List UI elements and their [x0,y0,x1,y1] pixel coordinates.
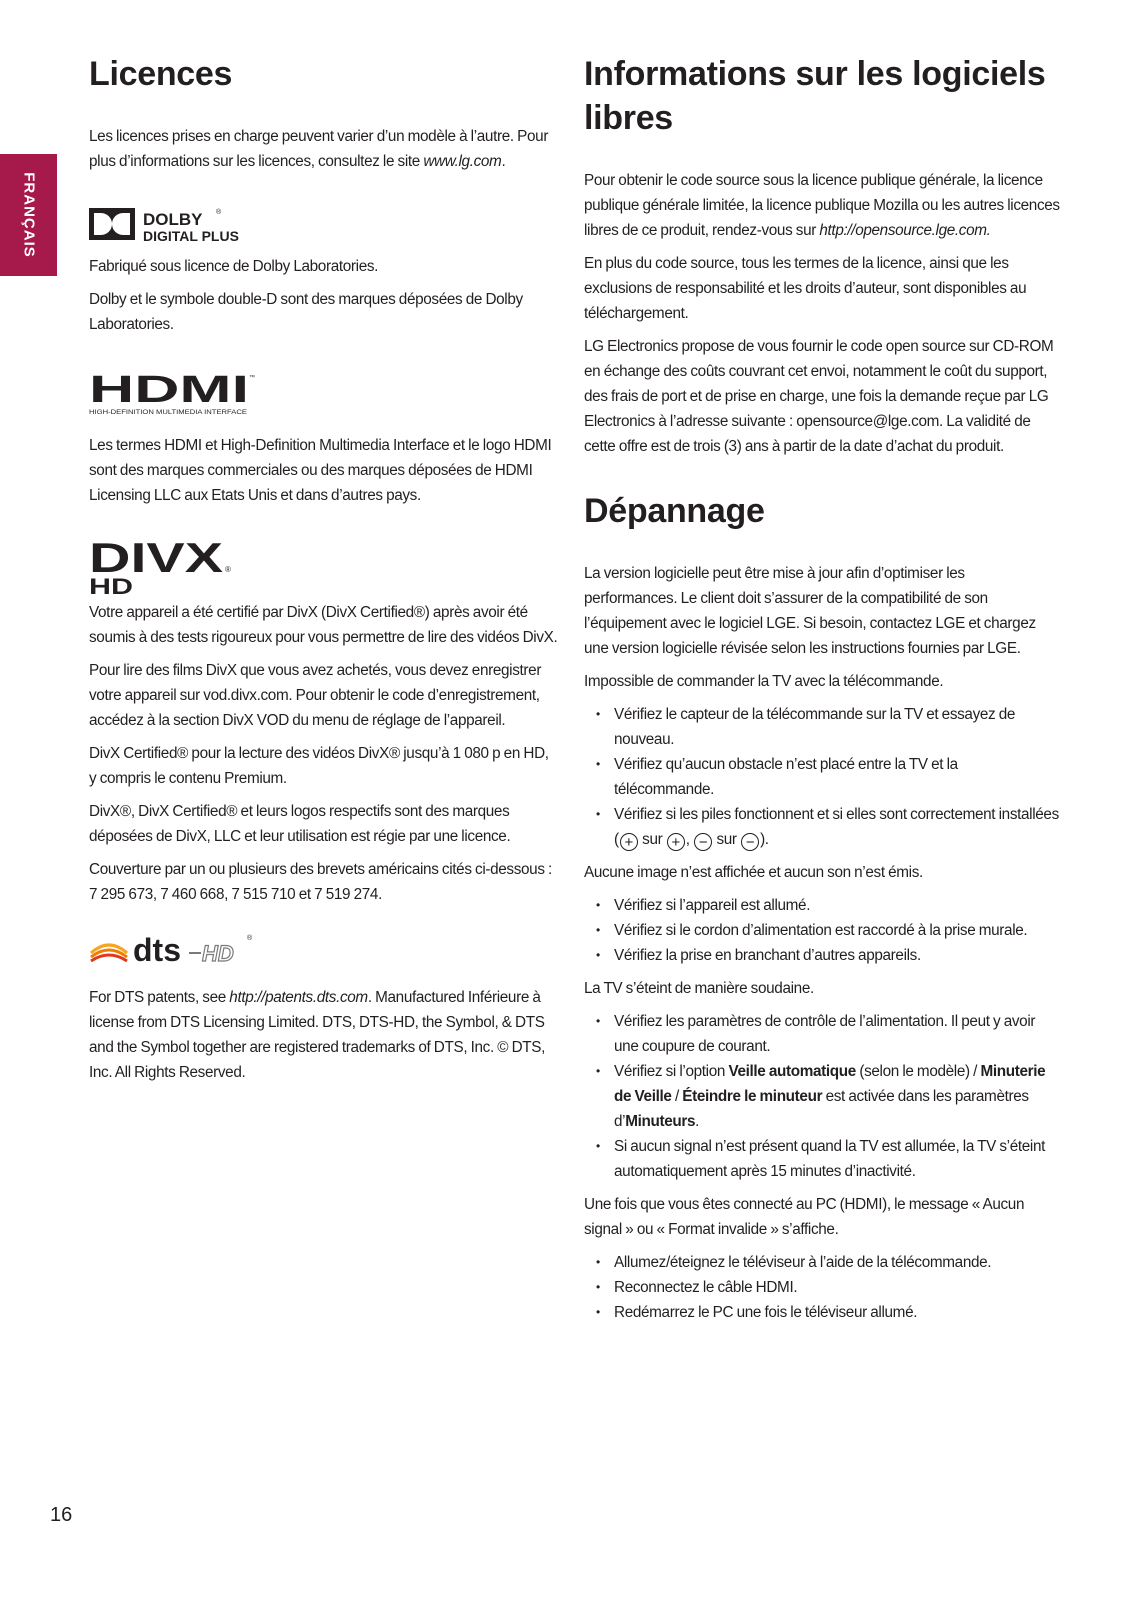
issue-pc-signal: Une fois que vous êtes connecté au PC (HDMI), le message « Aucun signal » ou « Format invalide » s’affiche. [584,1196,1025,1238]
page-number: 16 [50,1504,73,1526]
licences-intro: Les licences prises en charge peuvent varier d’un modèle à l’autre. Pour plus d’informations sur les licences, consultez le site www.lg.com. [89,128,549,170]
lg-link[interactable]: www.lg.com [423,153,502,170]
language-tab-label: FRANÇAIS [20,172,37,258]
list-item: • Vérifiez les paramètres de contrôle de l’alimentation. Il peut y avoir une coupure de courant. [584,1009,1060,1059]
issue-pc-signal-list [584,1250,1060,1325]
dts-patents-link[interactable]: http://patents.dts.com [229,989,368,1006]
issue-no-picture-list [584,893,1060,968]
list-item: • Vérifiez si l’appareil est allumé. [584,893,1060,918]
list-item: • Vérifiez si le cordon d’alimentation est raccordé à la prise murale. [584,918,1060,943]
list-item: • Vérifiez si les piles fonctionnent et si elles sont correctement installées ( + sur + , − sur − ). [584,802,1060,852]
oss-text-3: LG Electronics propose de vous fournir le code open source sur CD-ROM en échange des coûts couvrant cet envoi, notamment le coût du support, des frais de port et de prise en charge, une fois la demande reçue par LG Electronics à l’adresse suivante : opensource@lge.com. La validité de cette offre est de trois (3) ans à partir de la date d’achat du produit. [584,338,1054,455]
hdmi-text: Les termes HDMI et High-Definition Multimedia Interface et le logo HDMI sont des marques commerciales ou des marques déposées de HDMI Licensing LLC aux Etats Unis et dans d’autres pays. [89,437,552,504]
hdmi-word: HDMI [89,373,249,411]
list-item: • Vérifiez le capteur de la télécommande sur la TV et essayez de nouveau. [584,702,1060,752]
svg-text:®: ® [216,209,222,216]
minus-circle-icon: − [741,833,759,851]
oss-text-1: Pour obtenir le code source sous la licence publique générale, la licence publique générale limitée, la licence publique Mozilla ou les autres licences libres de ce produit, rendez-vous sur http://opensource.lge.com. [584,172,1060,239]
issue-turns-off: La TV s’éteint de manière soudaine. [584,980,814,997]
list-item: • Si aucun signal n’est présent quand la TV est allumée, la TV s’éteint automatiquement après 15 minutes d’inactivité. [584,1134,1060,1184]
minus-circle-icon: − [694,833,712,851]
troubleshooting-title: Dépannage [584,492,765,530]
list-item: • Reconnectez le câble HDMI. [584,1275,1060,1300]
dts-hd: HD [202,941,234,966]
dolby-sub: DIGITAL PLUS [143,228,239,244]
issue-remote-list [584,702,1060,852]
plus-circle-icon: + [667,833,685,851]
divx-hd: HD [89,574,133,596]
licences-title: Licences [89,55,233,93]
open-source-title: Informations sur les logiciels libres [584,55,1046,137]
divx-word: DIVX [89,536,223,581]
hdmi-logo [89,373,259,417]
list-item: • Vérifiez si l’option Veille automatique (selon le modèle) / Minuterie de Veille / Éteindre le minuteur est activée dans les paramètres d’Minuteurs. [584,1059,1060,1134]
list-item: • Vérifiez qu’aucun obstacle n’est placé entre la TV et la télécommande. [584,752,1060,802]
plus-circle-icon: + [620,833,638,851]
divx-text-5: Couverture par un ou plusieurs des brevets américains cités ci-dessous : 7 295 673, 7 460 668, 7 515 710 et 7 519 274. [89,861,552,903]
oss-text-2: En plus du code source, tous les termes de la licence, ainsi que les exclusions de responsabilité et les droits d’auteur, sont disponibles au téléchargement. [584,255,1027,322]
licences-column [89,52,559,1093]
svg-text:®: ® [247,935,253,942]
issue-no-picture: Aucune image n’est affichée et aucun son n’est émis. [584,864,923,881]
dts-text: For DTS patents, see http://patents.dts.com. Manufactured Inférieure à license from DTS Licensing Limited. DTS, DTS-HD, the Symbol, & DTS and the Symbol together are registered trademarks of DTS, Inc. © DTS, Inc. All Rights Reserved. [89,989,546,1081]
divx-text-1: Votre appareil a été certifié par DivX (DivX Certified®) après avoir été soumis à des tests rigoureux pour vous permettre de lire des vidéos DivX. [89,604,558,646]
dolby-word: DOLBY [143,210,203,229]
language-tab [0,154,57,276]
dolby-text-2: Dolby et le symbole double-D sont des marques déposées de Dolby Laboratories. [89,291,523,333]
svg-text:®: ® [225,565,231,574]
right-column [584,52,1060,1333]
divx-text-4: DivX®, DivX Certified® et leurs logos respectifs sont des marques déposées de DivX, LLC et leur utilisation est régie par une licence. [89,803,511,845]
list-item: • Redémarrez le PC une fois le téléviseur allumé. [584,1300,1060,1325]
dolby-digital-plus-logo [89,204,259,244]
issue-remote: Impossible de commander la TV avec la télécommande. [584,673,944,690]
divx-hd-logo [89,536,239,596]
list-item: • Vérifiez la prise en branchant d’autres appareils. [584,943,1060,968]
dts-word: dts [133,932,181,967]
troubleshooting-intro: La version logicielle peut être mise à jour afin d’optimiser les performances. Le client doit s’assurer de la compatibilité de son l’équipement avec le logiciel LGE. Si besoin, contactez LGE et chargez une version logicielle révisée selon les instructions fournies par LGE. [584,565,1036,657]
opensource-link[interactable]: http://opensource.lge.com. [819,222,991,239]
dolby-text-1: Fabriqué sous licence de Dolby Laboratories. [89,258,379,275]
dts-hd-logo [89,931,259,967]
issue-turns-off-list [584,1009,1060,1184]
divx-text-2: Pour lire des films DivX que vous avez achetés, vous devez enregistrer votre appareil sur vod.divx.com. Pour obtenir le code d’enregistrement, accédez à la section DivX VOD du menu de réglage de l’appareil. [89,662,542,729]
divx-text-3: DivX Certified® pour la lecture des vidéos DivX® jusqu’à 1 080 p en HD, y compris le contenu Premium. [89,745,549,787]
svg-text:™: ™ [249,375,255,381]
hdmi-sub: HIGH-DEFINITION MULTIMEDIA INTERFACE [89,409,248,416]
list-item: • Allumez/éteignez le téléviseur à l’aide de la télécommande. [584,1250,1060,1275]
